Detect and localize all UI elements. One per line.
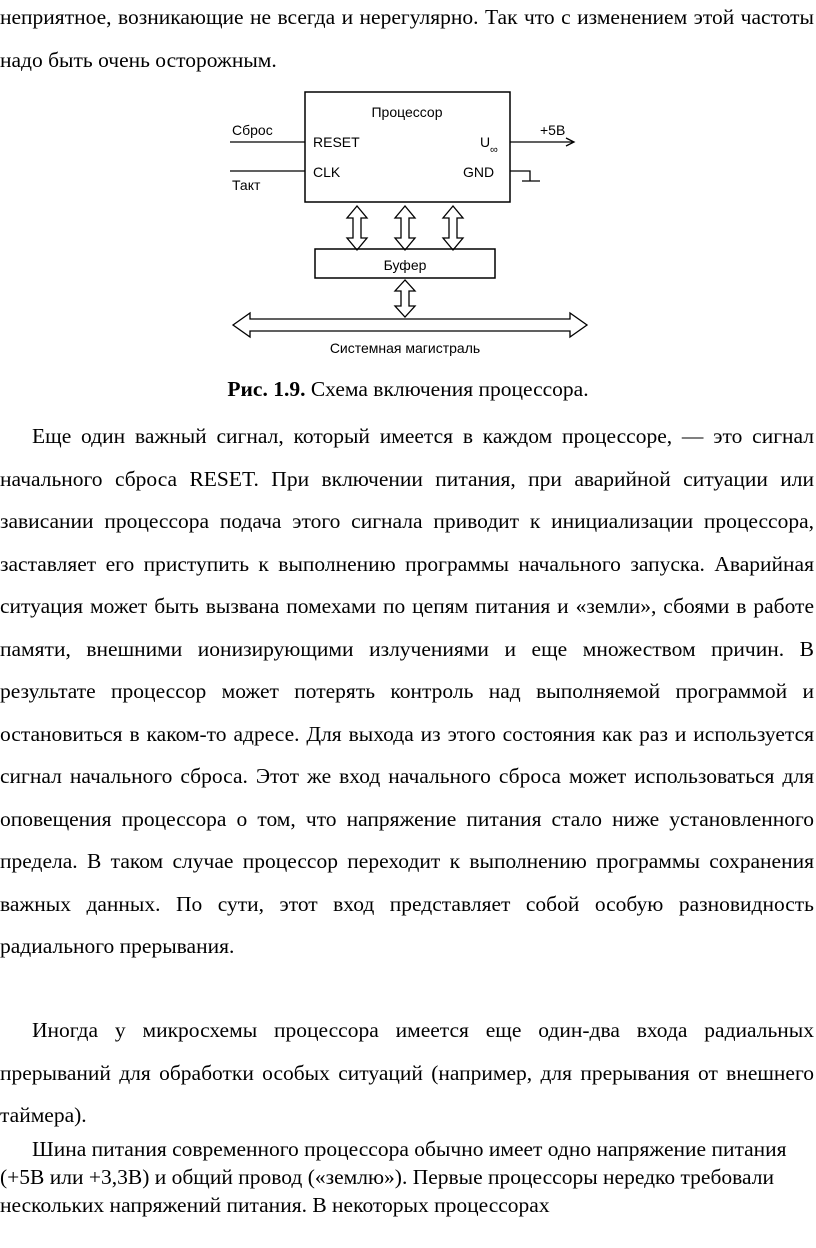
bus-label: Системная магистраль (329, 340, 481, 356)
reset-pin-label: RESET (313, 134, 360, 150)
power-output-label: +5В (540, 122, 566, 138)
clock-input-label: Такт (232, 177, 261, 193)
paragraph-reset-signal: Еще один важный сигнал, который имеется в каждом процессоре, — это сигнал начального сброса RESET. При включении питания, при аварийной ситуации или зависании процессора подача этого сигнала приводит к инициализации процессора, заставляет его приступить к выполнению программы начального запуска. Аварийная ситуация может быть вызвана помехами по цепям питания и «земли», сбоями в работе памяти, внешними ионизирующими излучениями и еще множеством причин. В результате процессор может потерять контроль над выполняемой программой и остановиться в каком-то адресе. Для выхода из этого состояния как раз и используется сигнал начального сброса. Этот же вход начального сброса может использоваться для оповещения процессора о том, что напряжение питания стало ниже установленного предела. В таком случае процессор переходит к выполнению программы сохранения важных данных. По сути, этот вход представляет собой особую разновидность радиального прерывания. (0, 424, 814, 958)
paragraph-radial-interrupts: Иногда у микросхемы процессора имеется еще один-два входа радиальных прерываний для обработки особых ситуаций (например, для прерывания от внешнего таймера). (0, 1018, 814, 1127)
paragraph-power-bus: Шина питания современного процессора обычно имеет одно напряжение питания (+5В или +3,3В) и общий провод («землю»). Первые процессоры нередко требовали нескольких напряжений питания. В некоторых процессорах (0, 1137, 787, 1217)
system-bus (233, 313, 587, 337)
power-pin-label: U (480, 134, 491, 150)
buffer-label: Буфер (383, 257, 427, 273)
intro-paragraph: неприятное, возникающие не всегда и нерегулярно. Так что с изменением этой частоты надо быть очень осторожным. (0, 5, 814, 72)
power-pin-subscript: ∞ (490, 144, 498, 156)
processor-buffer-links (347, 206, 463, 250)
reset-input-label: Сброс (232, 122, 273, 138)
figure-caption-text: Схема включения процессора. (305, 377, 589, 401)
figure-caption (0, 373, 816, 405)
ground-pin-label: GND (463, 164, 495, 180)
buffer-bus-arrow (395, 280, 415, 317)
processor-connection-diagram (225, 85, 595, 365)
ground-symbol (510, 171, 540, 181)
bidirectional-arrow (347, 206, 367, 250)
bidirectional-arrow (395, 206, 415, 250)
processor-title: Процессор (371, 104, 443, 120)
clock-pin-label: CLK (313, 164, 341, 180)
bidirectional-arrow (443, 206, 463, 250)
figure-number: Рис. 1.9. (227, 377, 306, 401)
